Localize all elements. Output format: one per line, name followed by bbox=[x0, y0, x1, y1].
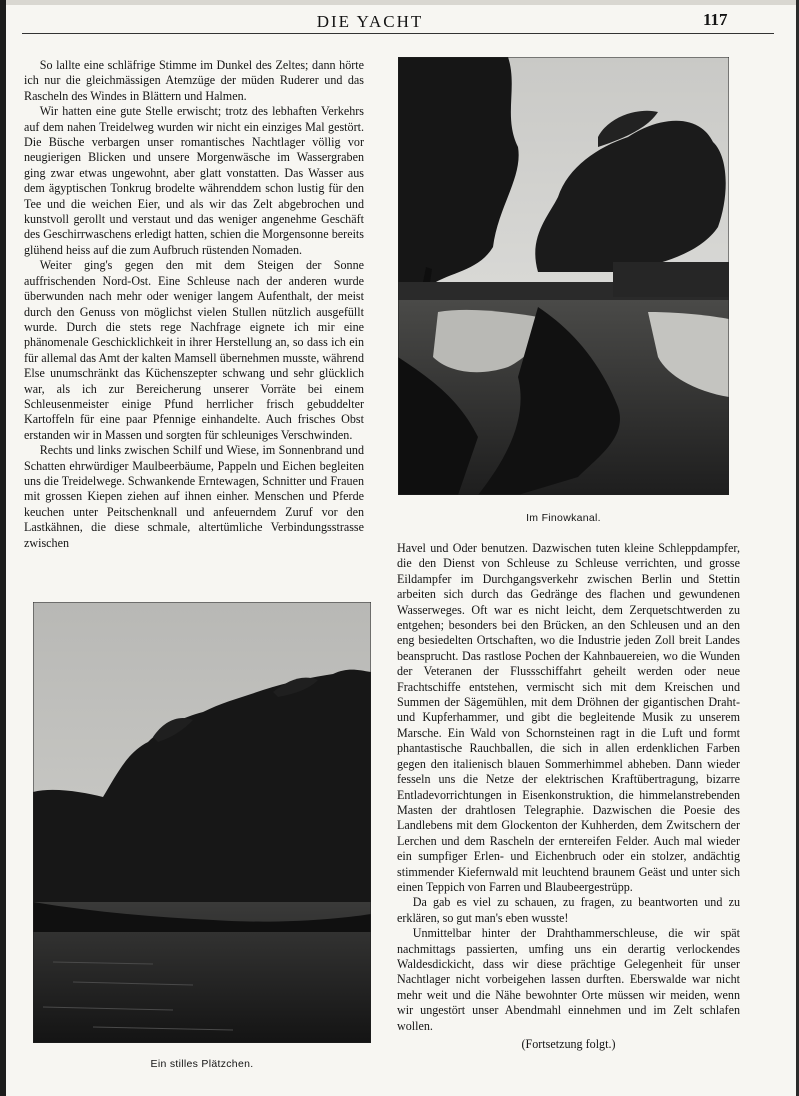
photo-finowkanal-image bbox=[398, 57, 729, 495]
left-text-column bbox=[24, 58, 364, 586]
caption-stilles-plaetzchen: Ein stilles Plätzchen. bbox=[150, 1058, 254, 1070]
journal-title: DIE YACHT bbox=[316, 12, 424, 31]
header-rule bbox=[22, 33, 774, 34]
paragraph: So lallte eine schläfrige Stimme im Dunkel des Zeltes; dann hörte ich nur die gleichmässigen Atemzüge der müden Ruderer und das Rascheln des Windes in Blättern und Halmen. bbox=[24, 58, 364, 103]
caption-finowkanal: Im Finowkanal. bbox=[526, 512, 601, 524]
photo-stilles-plaetzchen bbox=[33, 602, 371, 1043]
continuation-note: (Fortsetzung folgt.) bbox=[521, 1037, 616, 1051]
page-number: 117 bbox=[703, 10, 728, 29]
right-text-column bbox=[397, 541, 740, 1076]
photo-stilles-plaetzchen-image bbox=[33, 602, 371, 1043]
paragraph: Unmittelbar hinter der Drahthammerschleuse, die wir spät nachmittags passierten, umfing uns ein derartig verlockendes Waldesdickicht, dass wir diese prächtige Gelegenheit für unser Nachtlager nicht vorbeigehen lassen durften. Eberswalde war nicht mehr weit und die Nähe bewohnter Orte müssen wir meiden, wenn wir ungestört unser Abendmahl einnehmen und im Zelt schlafen wollen. bbox=[397, 926, 740, 1033]
paragraph: Weiter ging's gegen den mit dem Steigen der Sonne auffrischenden Nord-Ost. Eine Schleuse nach der anderen wurde überwunden nach mehr oder weniger langem Aufenthalt, der meist durch den Genuss von möglichst vielen Stullen nützlich ausgefüllt wurde. Durch die stets rege Nachfrage eignete ich mir eine phänomenale Geschicklichkeit in ihrer Herstellung an, so dass ich ein für allemal das Amt der kalten Mamsell übernehmen musste, während Else unumschränkt das Küchenszepter schwang und sehr glücklich war, als ich zur Bereicherung unserer Vorräte bei einem Schleusenmeister einige Pfund herrlicher frisch gebuddelter Kartoffeln für eine paar Pfennige einhandelte. Auch frisches Obst erstanden wir in Massen und sorgten für schleuniges Verschwinden. bbox=[24, 258, 364, 442]
paragraph: Rechts und links zwischen Schilf und Wiese, im Sonnenbrand und Schatten ehrwürdiger Maulbeerbäume, Pappeln und Eichen begleiten uns die Treidelwege. Schwankende Erntewagen, Schnitter und Frauen mit grossen Kiepen ziehen auf ihnen einher. Menschen und Pferde keuchen unter Peitschenknall und anfeuerndem Zuruf vor den Lastkähnen, die diese schmale, altertümliche Verbindungsstrasse zwischen bbox=[24, 443, 364, 550]
scan-top-strip bbox=[0, 0, 799, 5]
scan-left-edge bbox=[0, 0, 6, 1096]
paragraph: Havel und Oder benutzen. Dazwischen tuten kleine Schleppdampfer, die den Dienst von Schleuse zu Schleuse verrichten, und grosse Eildampfer im Durchgangsverkehr zwischen Berlin und Stettin arbeiten sich durch das Gedränge des flachen und gewundenen Wasserweges. Oft war es nicht leicht, dem Zerquetschtwerden zu entgehen; besonders bei den Brücken, an den Schleusen und an den eng besiedelten Ortschaften, wo die Industrie jeden Zoll breit Landes beansprucht. Das rastlose Pochen der Kahnbauereien, wo die Wunden der Veteranen der Flussschiffahrt geheilt werden oder neue Frachtschiffe entstehen, vermischt sich mit dem Kreischen und Summen der Sägemühlen, mit dem Dröhnen der gigantischen Draht- und Kupferhammer, und gibt die begleitende Musik zu unserem Marsche. Ein Wald von Schornsteinen ragt in die Luft und formt phantastische Rauchballen, die sich in allen erdenklichen Farben gegen den italienisch blauen Sommerhimmel abheben. Dann wieder fesseln uns die Netze der elektrischen Kraftübertragung, bizarre Entladevorrichtungen in Eisenkonstruktion, die himmelanstrebenden Masten der drahtlosen Telegraphie. Dazwischen die Poesie des Landlebens mit dem Glockenton der Kuhherden, dem Zwitschern der Lerchen und dem Rascheln der erntereifen Felder. Auch mal wieder ein sumpfiger Erlen- und Eichenbruch oder ein stolzer, andächtig stimmender Kiefernwald mit leuchtend braunem Geäst und unter sich einen Teppich von Farren und Blaubeergestrüpp. bbox=[397, 541, 740, 894]
paragraph: Da gab es viel zu schauen, zu fragen, zu beantworten und zu erklären, so gut man's eben wusste! bbox=[397, 895, 740, 925]
paragraph: Wir hatten eine gute Stelle erwischt; trotz des lebhaften Verkehrs auf dem nahen Treidelweg wurden wir nicht ein einziges Mal gestört. Die Büsche verbargen unser romantisches Nachtlager völlig vor neugierigen Blicken und unsere Morgenwäsche im Wassergraben ging zwar etwas ungewohnt, aber glatt vonstatten. Das Wasser aus dem ägyptischen Tonkrug brodelte währenddem schon lustig für den Tee und die weichen Eier, und als wir das Zelt abgebrochen und kunstvoll gerollt und verstaut und das weniger angenehme Geschäft des Geschirrwaschens erledigt hatten, schien die Morgensonne bereits glühend heiss auf die zum Aufbruch rüstenden Nomaden. bbox=[24, 104, 364, 257]
photo-finowkanal bbox=[398, 57, 729, 495]
